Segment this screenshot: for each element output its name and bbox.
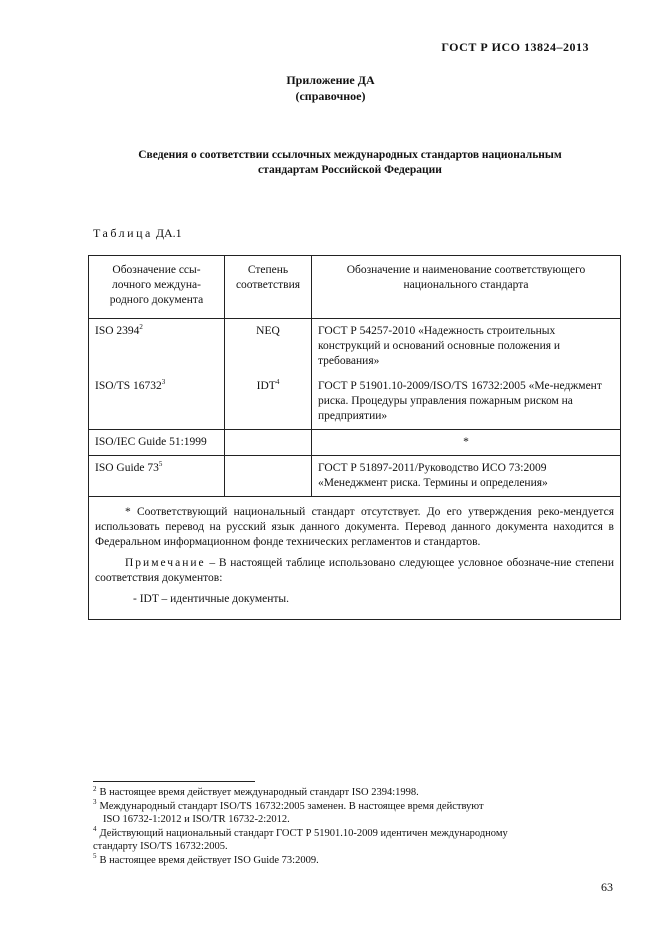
appendix-name: Приложение ДА [286, 73, 375, 87]
table-row [89, 319, 621, 375]
footnote-3-cont: ISO 16732-1:2012 и ISO/TR 16732-2:2012. [103, 814, 290, 825]
footnote-4-cont: стандарту ISO/TS 16732:2005. [93, 841, 228, 852]
correspondence-table [88, 255, 621, 620]
document-header: ГОСТ Р ИСО 13824–2013 [441, 40, 589, 54]
cell-degree [225, 430, 312, 456]
cell-degree: NEQ [225, 319, 312, 375]
note-item: - IDT – идентичные документы. [133, 593, 290, 605]
appendix-heading [0, 72, 661, 104]
title-line-2: стандартам Российской Федерации [258, 164, 442, 176]
note-asterisk: * Соответствующий национальный стандарт отсутствует. До его утверждения реко-мендуется использовать перевод на русский язык данного документа. Перевод данного документа находится в Федеральном информационном фонде технических регламентов и стандартов. [95, 506, 614, 548]
appendix-type: (справочное) [295, 89, 366, 103]
cell-degree [225, 456, 312, 497]
note-label: Примечание [125, 557, 206, 569]
cell-doc: ISO Guide $73^5$ [89, 456, 225, 497]
footnote-separator [93, 781, 255, 782]
footnote-4: $^4$ Действующий национальный стандарт ГОСТ Р 51901.10-2009 идентичен международному [93, 825, 508, 839]
cell-national: ГОСТ Р 51897-2011/Руководство ИСО 73:2009 «Менеджмент риска. Термины и определения» [312, 456, 621, 497]
cell-national: ГОСТ Р 54257-2010 «Надежность строительных конструкций и оснований основные положения и требования» [312, 319, 621, 375]
header-national-standard: Обозначение и наименование соответствующего национального стандарта [312, 256, 621, 319]
footnote-3: $^3$ Международный стандарт ISO/TS 16732:2005 заменен. В настоящее время действуют [93, 798, 484, 812]
note-paragraph [95, 556, 614, 586]
table-row [89, 374, 621, 430]
cell-national: ГОСТ Р 51901.10-2009/ISO/TS 16732:2005 «Ме-неджмент риска. Процедуры управления пожарным риском на предприятии» [312, 374, 621, 430]
table-notes-row [89, 497, 621, 620]
header-degree: Степень соответствия [225, 256, 312, 319]
table-header-row [89, 256, 621, 319]
cell-doc: ISO/IEC Guide 51:1999 [89, 430, 225, 456]
cell-doc: ISO 2394$^2$ [89, 319, 225, 375]
table-caption-prefix: Таблица [93, 226, 153, 240]
note-text: – В настоящей таблице использовано следующее условное обозначе-ние степени соответствия документов: [95, 557, 614, 584]
table-caption [93, 226, 182, 241]
cell-doc: ISO/TS 16732$^3$ [89, 374, 225, 430]
footnotes [93, 786, 613, 867]
table-row [89, 430, 621, 456]
table-row [89, 456, 621, 497]
footnote-5: $^5$ В настоящее время действует ISO Guide 73:2009. [93, 852, 319, 866]
title-line-1: Сведения о соответствии ссылочных международных стандартов национальным [138, 149, 562, 161]
appendix-title [90, 148, 610, 178]
header-international-doc: Обозначение ссы-лочного междуна-родного документа [89, 256, 225, 319]
table-caption-id: ДА.1 [155, 226, 182, 240]
page-number: 63 [601, 880, 613, 894]
cell-degree: IDT$^4$ [225, 374, 312, 430]
table-notes [89, 497, 621, 620]
footnote-2: $^2$ В настоящее время действует международный стандарт ISO 2394:1998. [93, 784, 419, 798]
cell-national: * [312, 430, 621, 456]
